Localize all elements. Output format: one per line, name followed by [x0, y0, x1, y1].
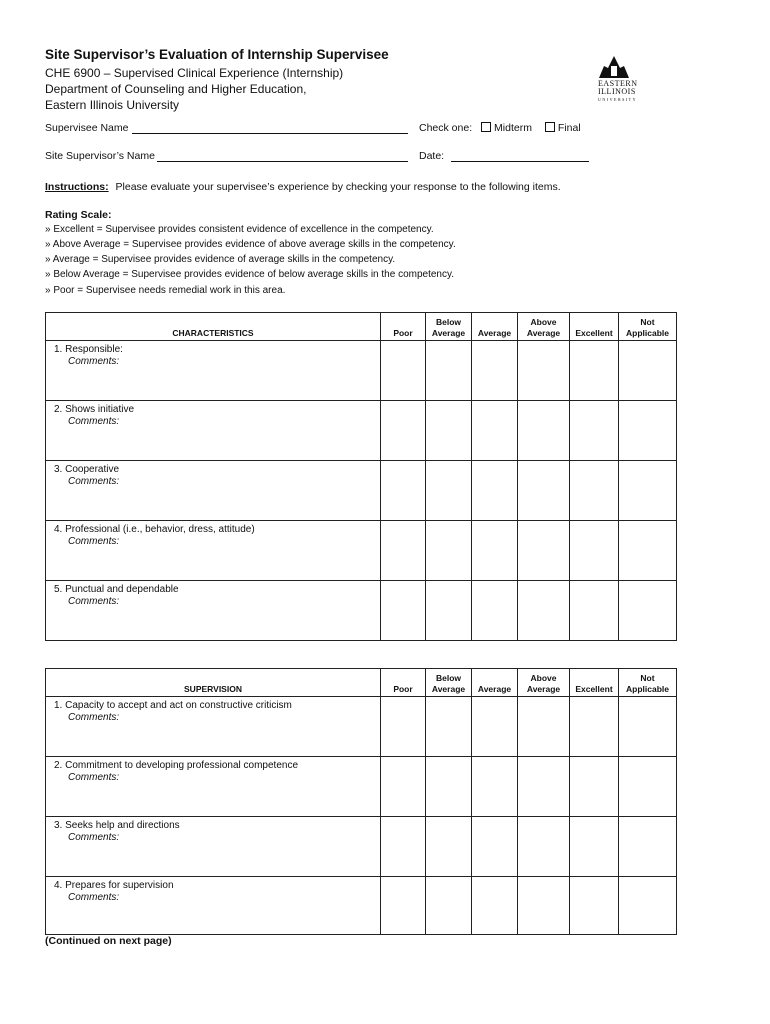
instructions-text: Please evaluate your supervisee’s experience by checking your response to the following items.	[115, 181, 561, 193]
logo-line-3: UNIVERSITY	[598, 97, 637, 102]
col-poor: Poor	[381, 313, 426, 341]
supervisee-name-field[interactable]	[132, 133, 408, 134]
rating-scale-item: » Average = Supervisee provides evidence of average skills in the competency.	[45, 254, 396, 265]
rating-cell-poor[interactable]	[381, 341, 426, 401]
comments-label: Comments:	[68, 772, 120, 783]
rating-cell-not-applicable[interactable]	[619, 341, 677, 401]
rating-cell-average[interactable]	[472, 521, 518, 581]
table-row	[46, 757, 677, 817]
rating-scale-item: » Below Average = Supervisee provides evidence of below average skills in the competency.	[45, 269, 455, 280]
col-average: Average	[472, 669, 518, 697]
rating-cell-not-applicable[interactable]	[619, 521, 677, 581]
rating-cell-poor[interactable]	[381, 697, 426, 757]
final-label: Final	[557, 122, 581, 134]
rating-cell-poor[interactable]	[381, 817, 426, 877]
table-row	[46, 817, 677, 877]
rating-cell-average[interactable]	[472, 697, 518, 757]
rating-cell-average[interactable]	[472, 877, 518, 935]
rating-cell-poor[interactable]	[381, 401, 426, 461]
rating-cell-excellent[interactable]	[570, 521, 619, 581]
rating-cell-not-applicable[interactable]	[619, 581, 677, 641]
rating-cell-poor[interactable]	[381, 581, 426, 641]
table-row	[46, 581, 677, 641]
characteristics-table	[45, 312, 677, 641]
university-logo	[590, 52, 646, 104]
rating-cell-above-average[interactable]	[518, 341, 570, 401]
rating-cell-above-average[interactable]	[518, 697, 570, 757]
comments-label: Comments:	[68, 892, 120, 903]
rating-cell-below-average[interactable]	[426, 697, 472, 757]
item-label: 2. Commitment to developing professional competence	[54, 760, 299, 771]
rating-cell-above-average[interactable]	[518, 461, 570, 521]
rating-scale-item: » Above Average = Supervisee provides evidence of above average skills in the competency.	[45, 239, 456, 250]
rating-cell-poor[interactable]	[381, 521, 426, 581]
rating-cell-excellent[interactable]	[570, 877, 619, 935]
col-not-applicable: Not Applicable	[619, 313, 677, 341]
table-row	[46, 401, 677, 461]
comments-label: Comments:	[68, 476, 120, 487]
supervision-header: SUPERVISION	[46, 669, 381, 697]
comments-label: Comments:	[68, 536, 120, 547]
rating-cell-above-average[interactable]	[518, 401, 570, 461]
rating-cell-average[interactable]	[472, 401, 518, 461]
rating-cell-below-average[interactable]	[426, 461, 472, 521]
rating-cell-excellent[interactable]	[570, 697, 619, 757]
table-header-row	[46, 669, 677, 697]
col-average: Average	[472, 313, 518, 341]
rating-cell-not-applicable[interactable]	[619, 817, 677, 877]
item-label: 4. Prepares for supervision	[54, 880, 174, 891]
logo-line-2: ILLINOIS	[598, 87, 636, 96]
item-cell	[46, 877, 381, 935]
rating-scale-item: » Poor = Supervisee needs remedial work in this area.	[45, 285, 286, 296]
rating-cell-excellent[interactable]	[570, 817, 619, 877]
item-label: 3. Cooperative	[54, 464, 120, 475]
rating-cell-above-average[interactable]	[518, 581, 570, 641]
col-excellent: Excellent	[570, 669, 619, 697]
rating-cell-not-applicable[interactable]	[619, 697, 677, 757]
item-label: 2. Shows initiative	[54, 404, 135, 415]
comments-label: Comments:	[68, 356, 120, 367]
course-line: CHE 6900 – Supervised Clinical Experience (Internship)	[45, 66, 344, 80]
instructions	[45, 181, 561, 193]
comments-label: Comments:	[68, 596, 120, 607]
rating-cell-below-average[interactable]	[426, 757, 472, 817]
check-one-label: Check one:	[419, 122, 473, 134]
instructions-label: Instructions:	[45, 181, 109, 193]
item-label: 1. Responsible:	[54, 344, 123, 355]
department-line: Department of Counseling and Higher Education,	[45, 82, 307, 96]
rating-scale-item: » Excellent = Supervisee provides consistent evidence of excellence in the competency.	[45, 224, 434, 235]
item-cell	[46, 521, 381, 581]
rating-cell-average[interactable]	[472, 461, 518, 521]
col-below-average: Below Average	[426, 669, 472, 697]
continued-note: (Continued on next page)	[45, 935, 172, 947]
item-cell	[46, 461, 381, 521]
item-cell	[46, 401, 381, 461]
table-row	[46, 341, 677, 401]
rating-cell-above-average[interactable]	[518, 521, 570, 581]
midterm-checkbox[interactable]	[481, 122, 491, 132]
characteristics-header: CHARACTERISTICS	[46, 313, 381, 341]
comments-label: Comments:	[68, 416, 120, 427]
table-header-row	[46, 313, 677, 341]
rating-cell-average[interactable]	[472, 757, 518, 817]
item-cell	[46, 817, 381, 877]
table-row	[46, 697, 677, 757]
rating-cell-not-applicable[interactable]	[619, 757, 677, 817]
date-field[interactable]	[451, 161, 589, 162]
rating-cell-poor[interactable]	[381, 461, 426, 521]
col-below-average: Below Average	[426, 313, 472, 341]
item-label: 5. Punctual and dependable	[54, 584, 179, 595]
rating-cell-not-applicable[interactable]	[619, 401, 677, 461]
rating-cell-not-applicable[interactable]	[619, 877, 677, 935]
rating-cell-average[interactable]	[472, 581, 518, 641]
table-row	[46, 521, 677, 581]
item-label: 4. Professional (i.e., behavior, dress, attitude)	[54, 524, 255, 535]
comments-label: Comments:	[68, 712, 120, 723]
rating-cell-below-average[interactable]	[426, 817, 472, 877]
rating-cell-poor[interactable]	[381, 757, 426, 817]
comments-label: Comments:	[68, 832, 120, 843]
rating-cell-below-average[interactable]	[426, 341, 472, 401]
supervision-table	[45, 668, 677, 935]
item-label: 1. Capacity to accept and act on constructive criticism	[54, 700, 292, 711]
col-not-applicable: Not Applicable	[619, 669, 677, 697]
rating-cell-above-average[interactable]	[518, 757, 570, 817]
col-excellent: Excellent	[570, 313, 619, 341]
logo-line-1: EASTERN	[598, 79, 638, 88]
col-poor: Poor	[381, 669, 426, 697]
item-cell	[46, 757, 381, 817]
col-above-average: Above Average	[518, 313, 570, 341]
rating-cell-below-average[interactable]	[426, 877, 472, 935]
midterm-label: Midterm	[494, 122, 532, 134]
item-cell	[46, 581, 381, 641]
item-cell	[46, 341, 381, 401]
rating-cell-excellent[interactable]	[570, 461, 619, 521]
final-checkbox[interactable]	[545, 122, 555, 132]
rating-scale-title: Rating Scale:	[45, 209, 112, 221]
rating-cell-average[interactable]	[472, 817, 518, 877]
university-line: Eastern Illinois University	[45, 98, 180, 112]
rating-cell-excellent[interactable]	[570, 757, 619, 817]
rating-cell-poor[interactable]	[381, 877, 426, 935]
logo-wordmark	[598, 80, 638, 104]
site-supervisor-label: Site Supervisor’s Name	[45, 150, 155, 162]
rating-cell-excellent[interactable]	[570, 581, 619, 641]
col-above-average: Above Average	[518, 669, 570, 697]
rating-cell-below-average[interactable]	[426, 581, 472, 641]
page-title: Site Supervisor’s Evaluation of Internship Supervisee	[45, 47, 389, 62]
building-logo-icon	[594, 52, 634, 82]
rating-cell-above-average[interactable]	[518, 877, 570, 935]
item-label: 3. Seeks help and directions	[54, 820, 180, 831]
rating-cell-above-average[interactable]	[518, 817, 570, 877]
date-label: Date:	[419, 150, 445, 162]
supervisee-name-label: Supervisee Name	[45, 122, 129, 134]
rating-cell-not-applicable[interactable]	[619, 461, 677, 521]
rating-cell-excellent[interactable]	[570, 341, 619, 401]
rating-cell-excellent[interactable]	[570, 401, 619, 461]
table-row	[46, 461, 677, 521]
table-row	[46, 877, 677, 935]
rating-cell-below-average[interactable]	[426, 521, 472, 581]
item-cell	[46, 697, 381, 757]
rating-cell-average[interactable]	[472, 341, 518, 401]
site-supervisor-field[interactable]	[157, 161, 408, 162]
check-one-group	[419, 122, 581, 134]
rating-cell-below-average[interactable]	[426, 401, 472, 461]
